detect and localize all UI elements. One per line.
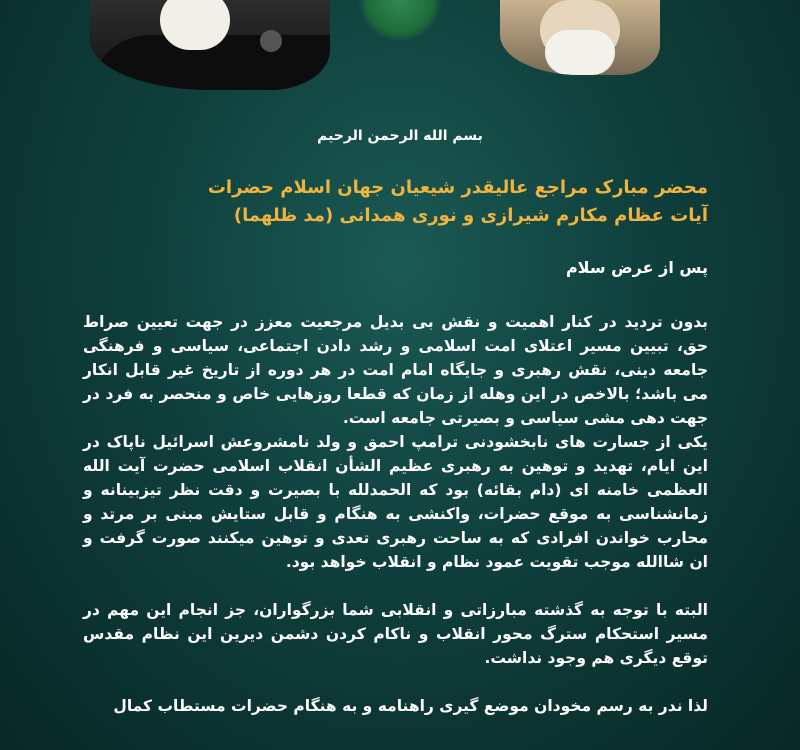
body-paragraph-4: لذا ندر به رسم مخودان موضع گیری راهنامه و به هنگام حضرات مستطاب کمال (113, 697, 708, 715)
bismillah-heading: بسم الله الرحمن الرحیم (317, 128, 483, 144)
body-paragraph-2: یکی از جسارت های نابخشودنی ترامپ احمق و ولد نامشروعش اسرائیل ناپاک در این ایام، تهدید و توهین به رهبری عظیم الشأن انقلاب اسلامی حضرت آیت الله العظمی خامنه ای (دام بقائه) بود که الحمدلله با بصیرت و دقت نظر تیزبینانه و زمانشناسی به موقع حضرات، واکنشی به هنگام و قابل ستایش مبنی بر مرتد و محارب خواندن افرادی که به ساحت رهبری تعدی و توهین میکنند صورت گرفت و ان شاالله موجب تقویت عمود نظام و انقلاب خواهد بود. (83, 433, 708, 571)
body-paragraph-3: البته با توجه به گذشته مبارزاتی و انقلابی شما بزرگواران، جز انجام این مهم در مسیر استحکام سترگ محور انقلاب و ناکام کردن دشمن دیرین این نظام مقدس توقع دیگری هم وجود نداشت. (83, 601, 708, 667)
letter-title (88, 174, 708, 230)
letter-body (83, 310, 708, 742)
greeting-line: پس از عرض سلام (565, 258, 708, 277)
body-paragraph-1: بدون تردید در کنار اهمیت و نقش بی بدیل مرجعیت معزز در جهت تعیین صراط حق، تبیین مسیر اعتلای امت اسلامی و رشد دادن اجتماعی، سیاسی و فرهنگی جامعه دینی، نقش رهبری و جایگاه امام امت در هر دوره از تاریخ غیر قابل انکار می باشد؛ بالاخص در این وهله از زمان که قطعا روزهایی خاص و منحصر به فرد در جهت دهی مشی سیاسی و بصیرتی جامعه است. (83, 313, 708, 427)
title-line-1: محضر مبارک مراجع عالیقدر شیعیان جهان اسلام حضرات (207, 177, 708, 198)
title-line-2: آیات عظام مکارم شیرازی و نوری همدانی (مد ظلهما) (233, 205, 708, 226)
